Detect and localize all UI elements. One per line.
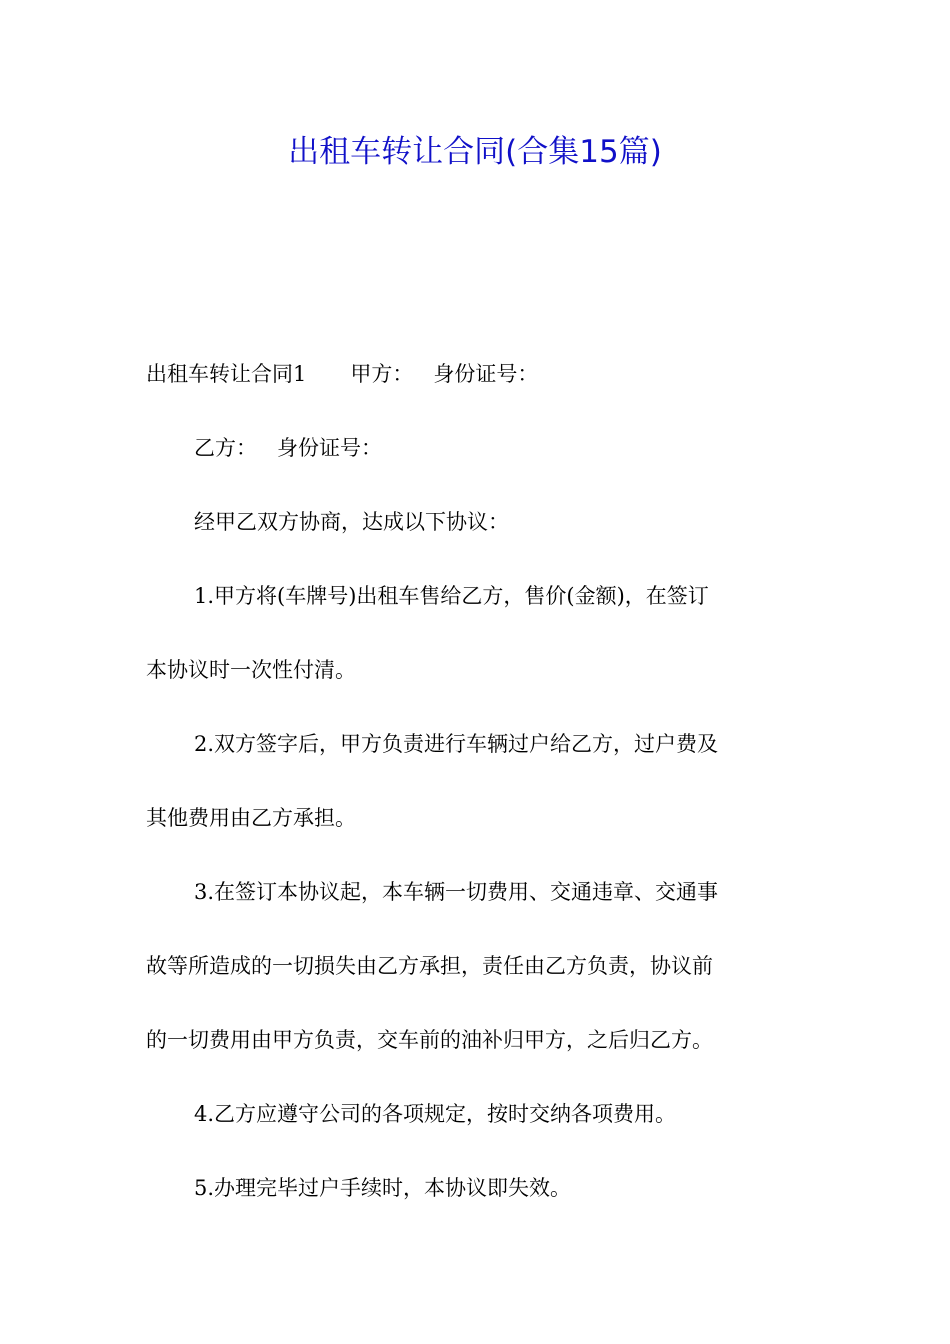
party-b-id-label: 身份证号： bbox=[277, 436, 382, 460]
clause-1-line-2: 本协议时一次性付清。 bbox=[146, 658, 356, 682]
document-body bbox=[146, 337, 806, 1225]
clause-2-line-1: 2.双方签字后，甲方负责进行车辆过户给乙方，过户费及 bbox=[194, 732, 719, 756]
clause-1-line-1: 1.甲方将(车牌号)出租车售给乙方，售价(金额)，在签订 bbox=[194, 584, 709, 608]
clause-3-line-1: 3.在签订本协议起，本车辆一切费用、交通违章、交通事 bbox=[194, 880, 719, 904]
party-a-id-label: 身份证号： bbox=[433, 362, 539, 386]
clause-3-line-2: 故等所造成的一切损失由乙方承担，责任由乙方负责，协议前 bbox=[146, 954, 713, 978]
party-b-label: 乙方： bbox=[194, 436, 257, 460]
contract-heading: 出租车转让合同1 bbox=[146, 362, 307, 386]
intro-line-party-b bbox=[146, 411, 806, 485]
document-title: 出租车转让合同(合集15篇) bbox=[288, 134, 662, 170]
clause-3-line-3: 的一切费用由甲方负责，交车前的油补归甲方，之后归乙方。 bbox=[146, 1028, 713, 1052]
clause-4: 4.乙方应遵守公司的各项规定，按时交纳各项费用。 bbox=[194, 1102, 677, 1126]
party-a-label: 甲方： bbox=[350, 362, 414, 386]
clause-2-line-2: 其他费用由乙方承担。 bbox=[146, 806, 356, 830]
paragraph-agreement-intro: 经甲乙双方协商，达成以下协议： bbox=[194, 510, 509, 534]
clause-5: 5.办理完毕过户手续时，本协议即失效。 bbox=[194, 1176, 572, 1200]
intro-line-party-a bbox=[146, 337, 806, 411]
